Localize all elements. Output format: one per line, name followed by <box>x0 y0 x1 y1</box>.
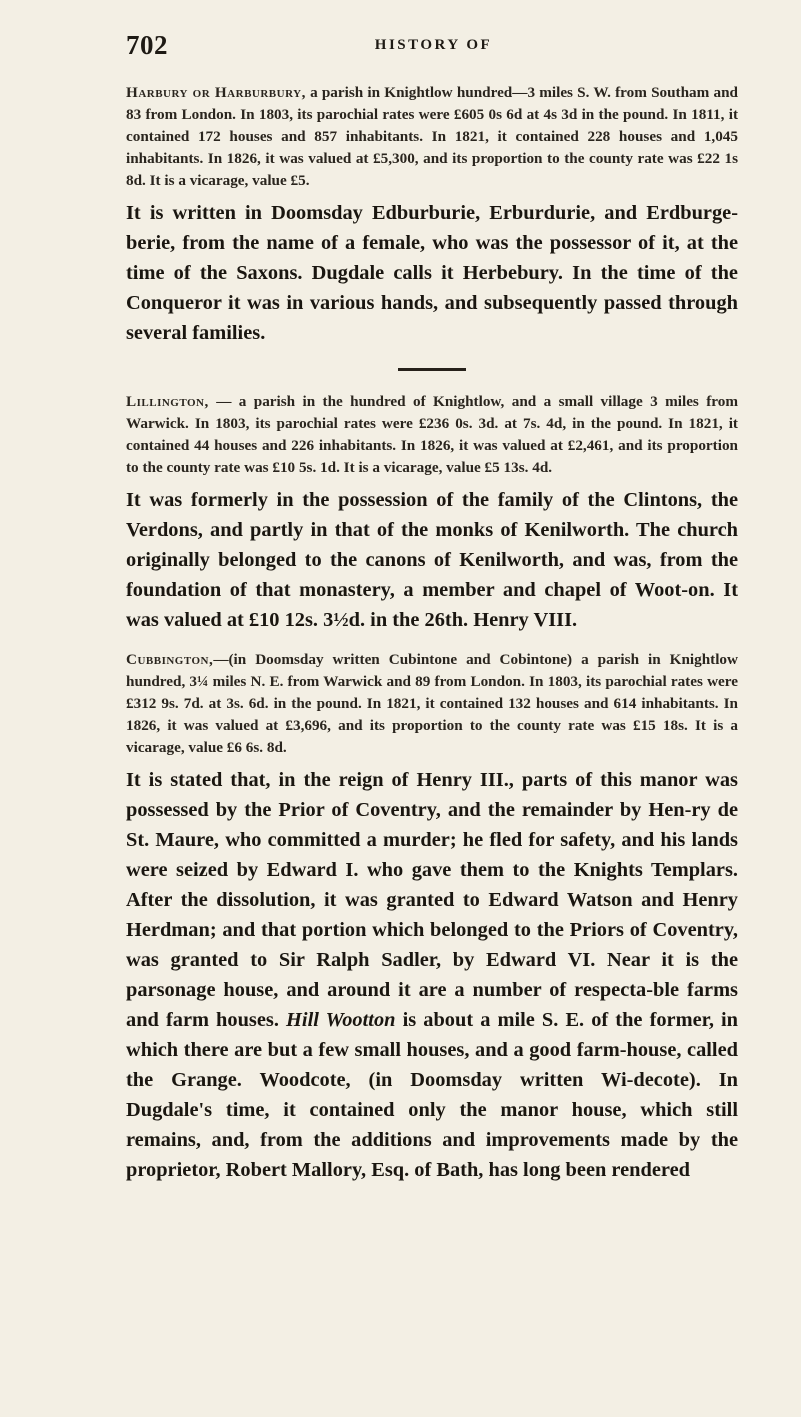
narrative-harbury: It is written in Doomsday Edburburie, Erburdurie, and Erdburge-berie, from the name of a female, who was the possessor of it, at the time of the Saxons. Dugdale calls it Herbebury. In the time of the Conqueror it was in various hands, and subsequently passed through several families. <box>126 202 738 344</box>
place-name-italic: Hill Wootton <box>286 1009 396 1031</box>
entry-name: Cubbington, <box>126 651 214 668</box>
page-number: 702 <box>126 30 168 60</box>
section-spacer <box>126 635 738 649</box>
running-head: HISTORY OF <box>374 37 493 53</box>
entry-harbury <box>126 82 738 192</box>
entry-text: a parish in Knightlow hundred—3 miles S. W. from Southam and 83 from London. In 1803, its parochial rates were £605 0s 6d at 4s 3d in the pound. In 1811, it contained 172 houses and 857 inhabitants. In 1821, it contained 228 houses and 1,045 inhabitants. In 1826, it was valued at £5,300, and its proportion to the county rate was £22 1s 8d. It is a vicarage, value £5. <box>126 84 738 189</box>
entry-lillington <box>126 391 738 479</box>
entry-text: —(in Doomsday written Cubintone and Cobintone) a parish in Knightlow hundred, 3¼ miles N. E. from Warwick and 89 from London. In 1803, its parochial rates were £312 9s. 7d. at 3s. 6d. in the pound. In 1821, it contained 132 houses and 614 inhabitants. In 1826, it was valued at £3,696, and its proportion to the county rate was £15 18s. It is a vicarage, value £6 6s. 8d. <box>126 651 738 756</box>
narrative-part: is about a mile S. E. of the former, in which there are but a few small houses, and a good farm-house, called the Grange. Woodcote, (in Doomsday written Wi-decote). In Dugdale's time, it contained only the manor house, which still remains, and, from the additions and improvements made by the proprietor, Robert Mallory, Esq. of Bath, has long been rendered <box>126 1009 738 1181</box>
body-text <box>126 82 738 1185</box>
narrative-cubbington <box>126 765 738 1185</box>
entry-text: — a parish in the hundred of Knightlow, and a small village 3 miles from Warwick. In 1803, its parochial rates were £236 0s. 3d. at 7s. 4d, in the pound. In 1821, it contained 44 houses and 226 inhabitants. In 1826, it was valued at £2,461, and its proportion to the county rate was £10 5s. 1d. It is a vicarage, value £5 13s. 4d. <box>126 393 738 476</box>
section-divider <box>398 368 466 371</box>
narrative-lillington: It was formerly in the possession of the family of the Clintons, the Verdons, and partly in that of the monks of Kenilworth. The church originally belonged to the canons of Kenilworth, and was, from the foundation of that monastery, a member and chapel of Woot-on. It was valued at £10 12s. 3½d. in the 26th. Henry VIII. <box>126 489 738 631</box>
page-header <box>126 30 741 70</box>
narrative-part: It is stated that, in the reign of Henry III., parts of this manor was possessed by the Prior of Coventry, and the remainder by Hen-ry de St. Maure, who committed a murder; he fled for safety, and his lands were seized by Edward I. who gave them to the Knights Templars. After the dissolution, it was granted to Edward Watson and Henry Herdman; and that portion which belonged to the Priors of Coventry, was granted to Sir Ralph Sadler, by Edward VI. Near it is the parsonage house, and around it are a number of respecta-ble farms and farm houses. <box>126 769 738 1031</box>
entry-name: Harbury or Harburbury, <box>126 84 306 101</box>
entry-name: Lillington, <box>126 393 209 410</box>
entry-cubbington <box>126 649 738 759</box>
